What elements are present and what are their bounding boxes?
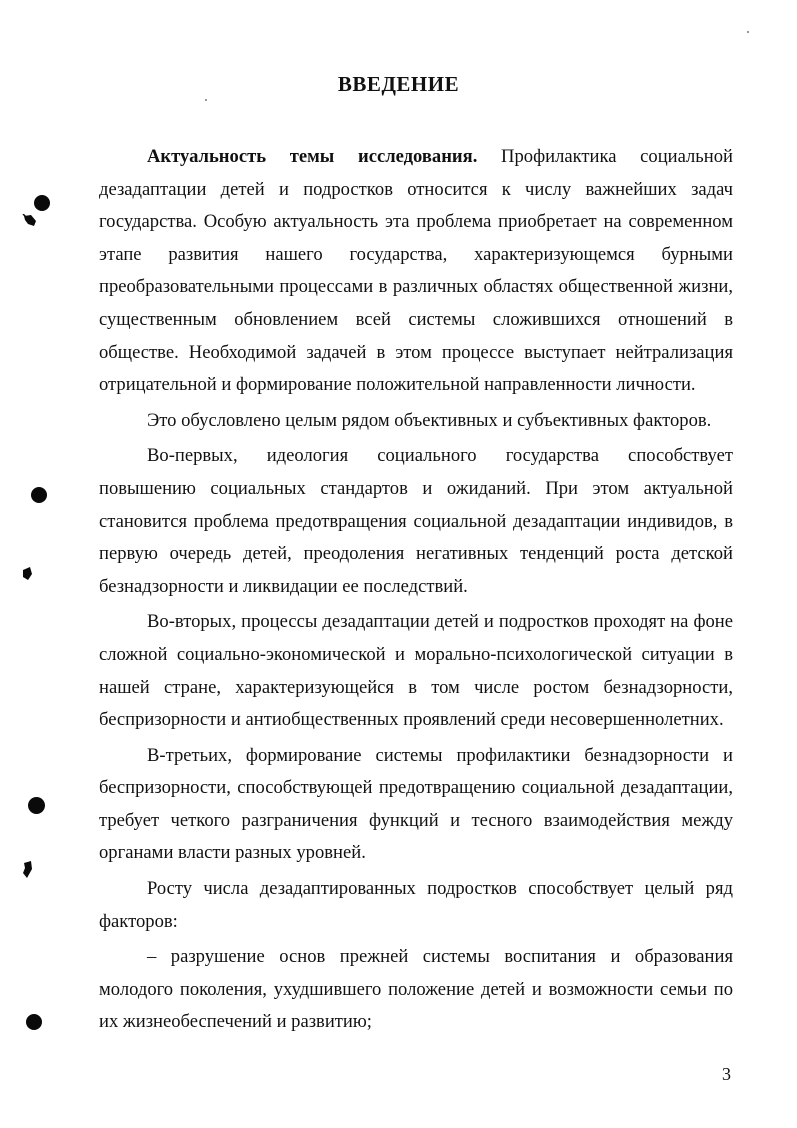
scan-speck <box>747 31 749 33</box>
paragraph-relevance <box>99 141 733 402</box>
page-title: ВВЕДЕНИЕ <box>337 72 460 96</box>
paragraph: Это обусловлено целым рядом объективных и субъективных факторов. <box>147 409 712 431</box>
paragraph-text: Профилактика социальной дезадаптации детей и подростков относится к числу важнейших задач государства. Особую актуальность эта проблема приобретает на современном этапе развития нашего государства, характеризующемся бурными преобразовательными процессами в различных областях общественной жизни, существенным обновлением всей системы сложившихся отношений в обществе. Необходимой задачей в этом процессе выступает нейтрализация отрицательной и формирование положительной направленности личности. <box>99 146 733 396</box>
body-text <box>99 141 733 1039</box>
page-number: 3 <box>722 1064 731 1084</box>
paragraph: В-третьих, формирование системы профилактики безнадзорности и беспризорности, способствующей предотвращению социальной дезадаптации, требует четкого разграничения функций и тесного взаимодействия между органами власти разных уровней. <box>99 744 733 864</box>
paragraph: Во-первых, идеология социального государства способствует повышению социальных стандартов и ожиданий. При этом актуальной становится проблема предотвращения социальной дезадаптации индивидов, в первую очередь детей, преодоления негативных тенденций роста детской безнадзорности и ликвидации ее последствий. <box>99 445 733 597</box>
scan-speck <box>205 99 207 101</box>
paragraph: Росту числа дезадаптированных подростков способствует целый ряд факторов: <box>99 878 733 932</box>
punch-hole-mark <box>31 487 47 503</box>
list-item: – разрушение основ прежней системы воспитания и образования молодого поколения, ухудшившего положение детей и возможности семьи по их жизнеобеспечений и развитию; <box>99 946 733 1033</box>
paragraph: Во-вторых, процессы дезадаптации детей и подростков проходят на фоне сложной социально-экономической и морально-психологической ситуации в нашей стране, характеризующейся в том числе ростом безнадзорности, беспризорности и антиобщественных проявлений среди несовершеннолетних. <box>99 611 733 731</box>
binding-smudge-icon <box>20 566 34 582</box>
punch-hole-mark <box>26 1014 42 1030</box>
paragraph-lead: Актуальность темы исследования. <box>147 146 478 167</box>
punch-hole-mark <box>34 195 50 211</box>
punch-hole-mark <box>28 797 45 814</box>
binding-smudge-icon <box>22 214 38 228</box>
binding-smudge-icon <box>20 861 34 879</box>
